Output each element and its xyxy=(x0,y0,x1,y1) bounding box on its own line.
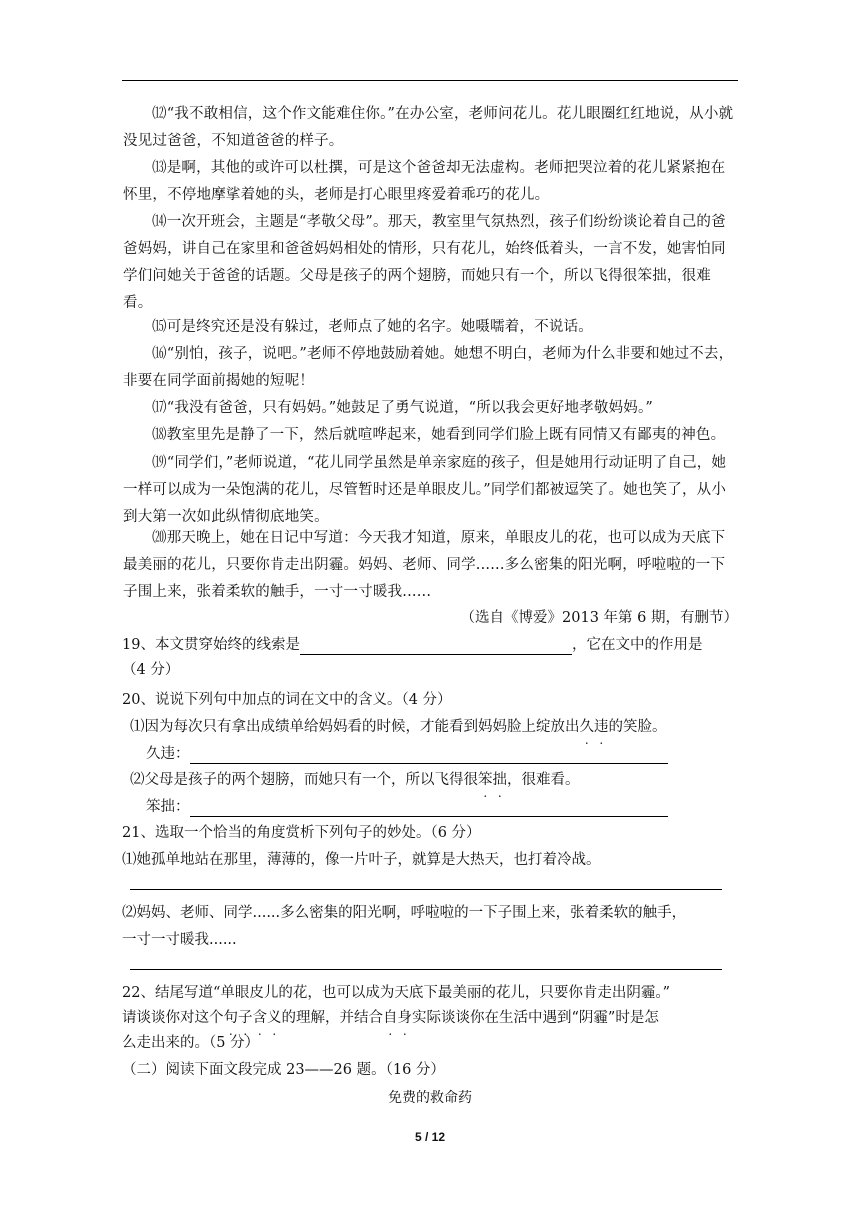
paragraph-17: ⒄“我没有爸爸，只有妈妈。”她鼓足了勇气说道，“所以我会更好地孝敬妈妈。” xyxy=(152,400,654,416)
q19-text-a: 19、本文贯穿始终的线索是 xyxy=(122,637,300,653)
page-number: 5 / 12 xyxy=(414,1130,446,1144)
q22-text: 的理解，并结合 xyxy=(281,1010,383,1026)
q20-answer-1-blank[interactable] xyxy=(190,748,668,764)
paragraph-14: ⒁一次开班会，主题是“孝敬父母”。那天，教室里气氛热烈，孩子们纷纷谈论着自己的爸爸妈妈，讲自己在家里和爸爸妈妈相处的情形，只有花儿，始终低着头，一言不发，她害怕同学们问她关于爸爸的话题。父母是孩子的两个翅膀，而她只有一个，所以飞得很笨拙，很难看。 xyxy=(123,214,726,311)
q22-text: 实际谈谈你在生活中遇到“阴霾”时是怎 xyxy=(412,1010,659,1026)
q22-text: 请谈谈你对这个 xyxy=(122,1010,224,1026)
header-rule xyxy=(122,80,738,81)
q20-answer-2 xyxy=(146,797,668,817)
q21-sentence-2a: ⑵妈妈、老师、同学......多么密集的阳光啊，呼啦啦的一下子围上来，张着柔软的触手， xyxy=(122,905,687,921)
q21-sentence-2b: 一寸一寸暖我...... xyxy=(122,932,237,948)
q20-s2-end: ，很难看。 xyxy=(507,772,580,788)
question-21-title: 21、选取一个恰当的角度赏析下列句子的妙处。（6 分） xyxy=(122,825,481,841)
q20-s2-text: ⑵父母是孩子的两个翅膀，而她只有一个，所以飞得很 xyxy=(130,772,478,788)
q19-answer-blank[interactable] xyxy=(300,639,572,655)
dotted-char: 含 xyxy=(252,1010,267,1026)
q20-answer-1-label: 久违： xyxy=(146,746,190,762)
dotted-char: 句 xyxy=(223,1010,238,1026)
paragraph-13: ⒀是啊，其他的或许可以杜撰，可是这个爸爸却无法虚构。老师把哭泣着的花儿紧紧抱在怀里，不停地摩挲着她的头，老师是打心眼里疼爱着乖巧的花儿。 xyxy=(123,160,726,203)
paragraph-19: ⒆“同学们，”老师说道，“花儿同学虽然是单亲家庭的孩子，但是她用行动证明了自己，她一样可以成为一朵饱满的花儿，尽管暂时还是单眼皮儿。”同学们都被逗笑了。她也笑了，从小到大第一次如此纵情彻底地笑。 xyxy=(123,455,727,525)
q20-sentence-2 xyxy=(130,770,580,790)
dotted-char: 违 xyxy=(594,719,609,735)
q20-sentence-1 xyxy=(130,717,667,737)
dotted-char: 自 xyxy=(383,1010,398,1026)
q19-text-b: ，它在文中的作用是 xyxy=(571,637,703,653)
section-2-heading: （二）阅读下面文段完成 23——26 题。（16 分） xyxy=(122,1062,445,1078)
q21-answer-2-blank[interactable] xyxy=(130,969,722,970)
q20-answer-2-blank[interactable] xyxy=(190,801,668,817)
q20-answer-1 xyxy=(146,744,668,764)
dotted-char: 拙 xyxy=(492,772,507,788)
q21-sentence-1: ⑴她孤单地站在那里，薄薄的，像一片叶子，就算是大热天，也打着冷战。 xyxy=(122,852,601,868)
q19-score: （4 分） xyxy=(122,662,180,678)
question-22-line-3: 么走出来的。（5 分） xyxy=(122,1035,260,1051)
q20-s1-end: 的笑脸。 xyxy=(608,719,667,735)
dotted-char: 身 xyxy=(397,1010,412,1026)
dotted-char: 子 xyxy=(238,1010,253,1026)
paragraph-18: ⒅教室里先是静了一下，然后就喧哗起来，她看到同学们脸上既有同情又有鄙夷的神色。 xyxy=(152,427,726,443)
question-22-line-1: 22、结尾写道“单眼皮儿的花，也可以成为天底下最美丽的花儿，只要你肯走出阴霾。” xyxy=(122,985,671,1001)
q20-answer-2-label: 笨拙： xyxy=(146,799,190,815)
paragraph-12: ⑿“我不敢相信，这个作文能难住你。”在办公室，老师问花儿。花儿眼圈红红地说，从小就没见过爸爸，不知道爸爸的样子。 xyxy=(123,106,734,149)
question-20-title: 20、说说下列句中加点的词在文中的含义。（4 分） xyxy=(122,692,452,708)
dotted-char: 久 xyxy=(579,719,594,735)
q21-answer-1-blank[interactable] xyxy=(130,889,722,890)
next-article-title: 免费的救命药 xyxy=(388,1090,472,1106)
dotted-char: 义 xyxy=(267,1010,282,1026)
source-citation: （选自《博爱》2013 年第 6 期，有删节） xyxy=(460,610,738,626)
question-22-line-2 xyxy=(122,1008,659,1028)
paragraph-15: ⒂可是终究还是没有躲过，老师点了她的名字。她嗫嚅着，不说话。 xyxy=(152,319,593,335)
paragraph-20: ⒇那天晚上，她在日记中写道：今天我才知道，原来，单眼皮儿的花，也可以成为天底下最美丽的花儿，只要你肯走出阴霾。妈妈、老师、同学......多么密集的阳光啊，呼啦啦的一下子围上来，张着柔软的触手，一寸一寸暖我...... xyxy=(123,530,726,600)
paragraph-16: ⒃“别怕，孩子，说吧。”老师不停地鼓励着她。她想不明白，老师为什么非要和她过不去，非要在同学面前揭她的短呢！ xyxy=(123,346,734,389)
q20-s1-text: ⑴因为每次只有拿出成绩单给妈妈看的时候，才能看到妈妈脸上绽放出 xyxy=(130,719,580,735)
dotted-char: 笨 xyxy=(478,772,493,788)
question-19 xyxy=(122,635,702,655)
